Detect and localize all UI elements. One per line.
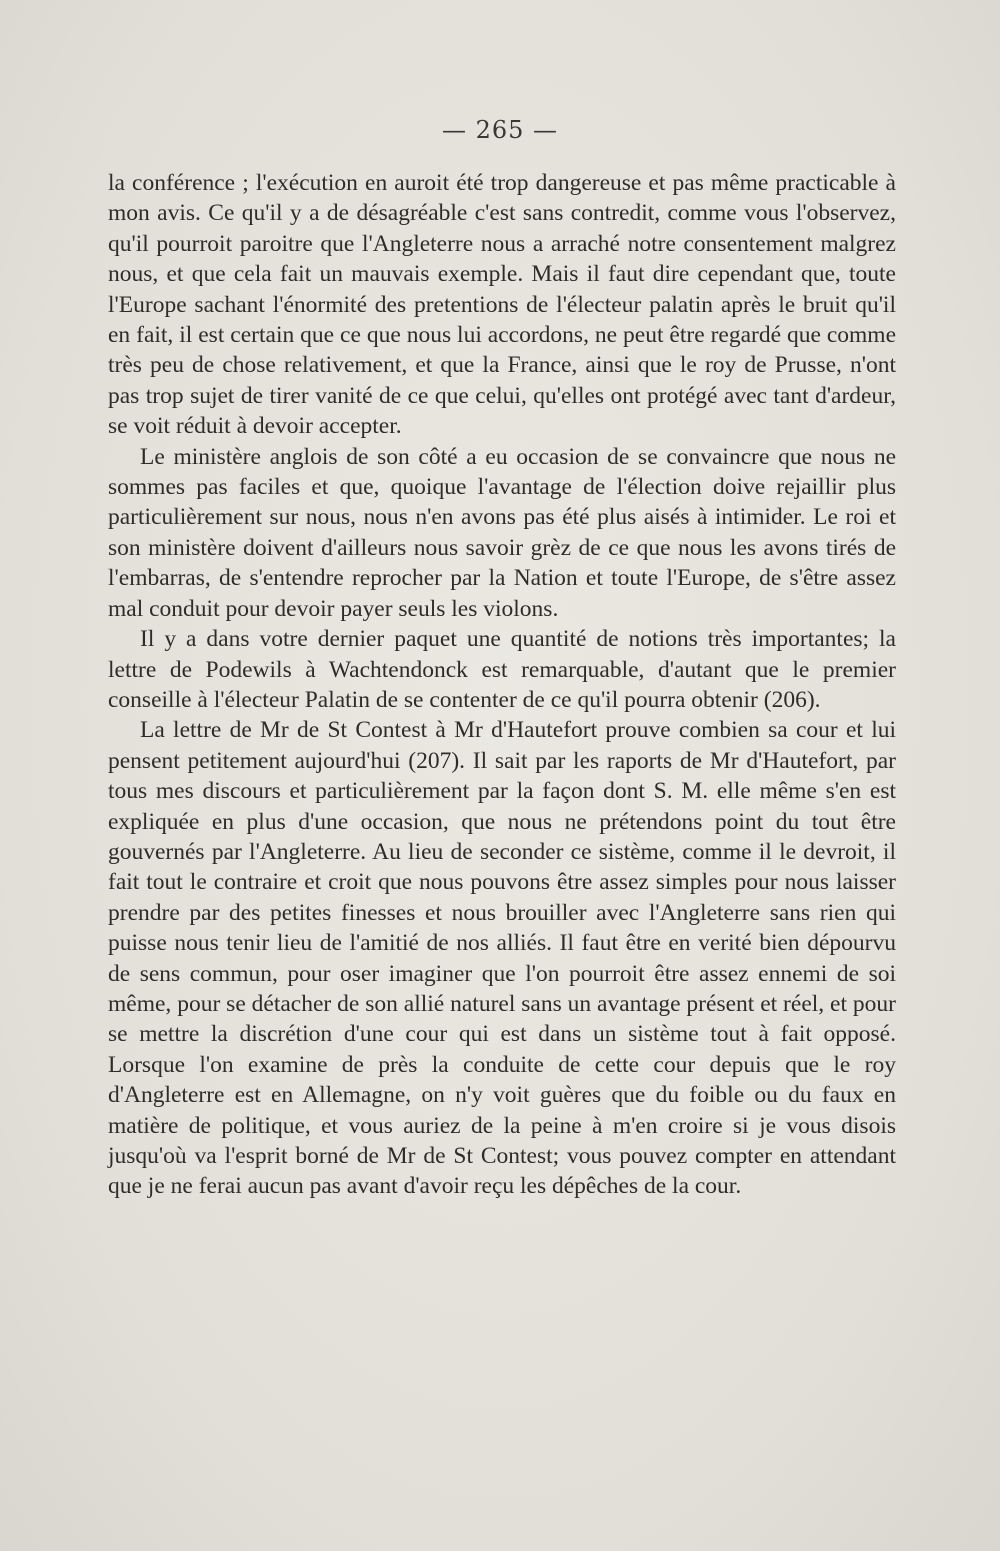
- paragraph-3: Il y a dans votre dernier paquet une quantité de notions très importantes; la lettre de Podewils à Wachtendonck est remarquable, d'autant que le premier conseille à l'électeur Palatin de se contenter de ce qu'il pourra obtenir (206).: [108, 626, 896, 713]
- paragraph-4: La lettre de Mr de St Contest à Mr d'Hautefort prouve combien sa cour et lui pensent petitement aujourd'hui (207). Il sait par les raports de Mr d'Hautefort, par tous mes discours et particulièrement par la façon dont S. M. elle même s'en est expliquée en plus d'une occasion, que nous ne prétendons point du tout être gouvernés par l'Angleterre. Au lieu de seconder ce sistème, comme il le devroit, il fait tout le contraire et croit que nous pouvons être assez simples pour nous laisser prendre par des petites finesses et nous brouiller avec l'Angleterre sans rien qui puisse nous tenir lieu de l'amitié de nos alliés. Il faut être en verité bien dépourvu de sens commun, pour oser imaginer que l'on pourroit être assez ennemi de soi même, pour se détacher de son allié naturel sans un avantage présent et réel, et pour se mettre la discrétion d'une cour qui est dans un sistème tout à fait opposé. Lorsque l'on examine de près la conduite de cette cour depuis que le roy d'Angleterre est en Allemagne, on n'y voit guères que du foible ou du faux en matière de politique, et vous auriez de la peine à m'en croire si je vous disois jusqu'où va l'esprit borné de Mr de St Contest; vous pouvez compter en attendant que je ne ferai aucun pas avant d'avoir reçu les dépêches de la cour.: [108, 717, 896, 1200]
- page-number: — 265 —: [441, 116, 559, 144]
- body-text: [108, 168, 896, 1202]
- paragraph-1: la conférence ; l'exécution en auroit été trop dangereuse et pas même practicable à mon avis. Ce qu'il y a de désagréable c'est sans contredit, comme vous l'observez, qu'il pourroit paroitre que l'Angleterre nous a arraché notre consentement malgrez nous, et que cela fait un mauvais exemple. Mais il faut dire cependant que, toute l'Europe sachant l'énormité des pretentions de l'électeur palatin après le bruit qu'il en fait, il est certain que ce que nous lui accordons, ne peut être regardé que comme très peu de chose relativement, et que la France, ainsi que le roy de Prusse, n'ont pas trop sujet de tirer vanité de ce que celui, qu'elles ont protégé avec tant d'ardeur, se voit réduit à devoir accepter.: [108, 170, 896, 440]
- paragraph-2: Le ministère anglois de son côté a eu occasion de se convaincre que nous ne sommes pas faciles et que, quoique l'avantage de l'élection doive rejaillir plus particulièrement sur nous, nous n'en avons pas été plus aisés à intimider. Le roi et son ministère doivent d'ailleurs nous savoir grèz de ce que nous les avons tirés de l'embarras, de s'entendre reprocher par la Nation et toute l'Europe, de s'être assez mal conduit pour devoir payer seuls les violons.: [108, 443, 896, 622]
